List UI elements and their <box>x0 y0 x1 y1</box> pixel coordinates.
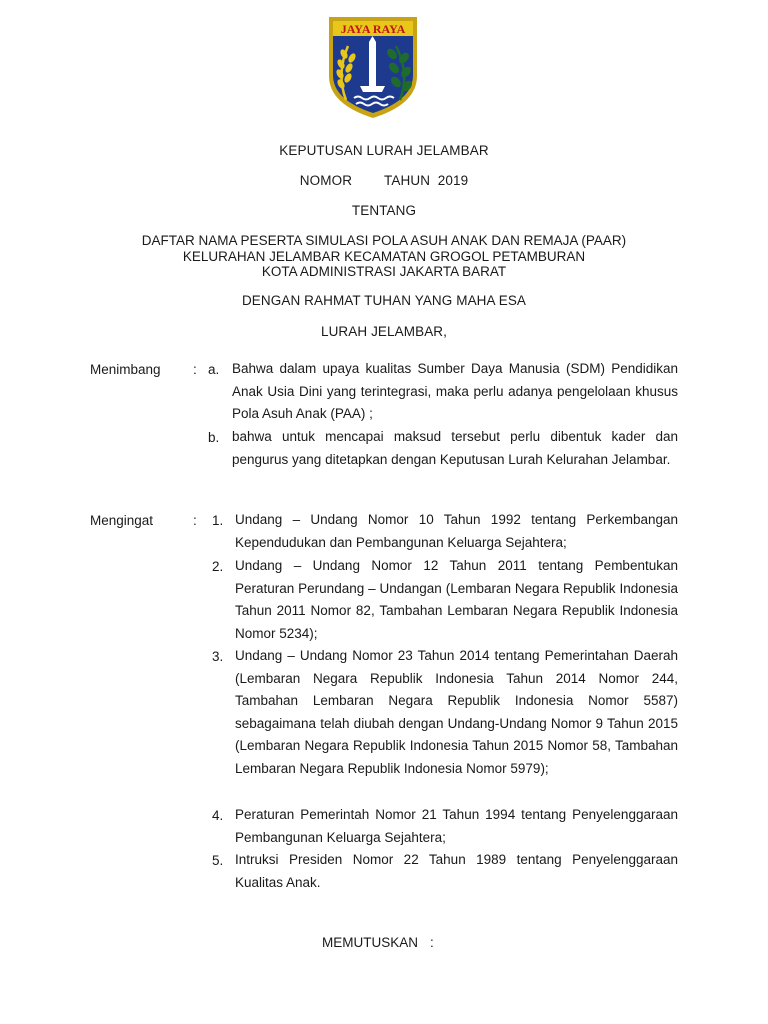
blessing-line: DENGAN RAHMAT TUHAN YANG MAHA ESA <box>241 293 527 308</box>
menimbang-item-marker: a. <box>208 362 220 377</box>
mengingat-item-marker: 4. <box>212 808 224 823</box>
mengingat-item-text: Undang – Undang Nomor 10 Tahun 1992 tentang Perkembangan Kependudukan dan Pembangunan Keluarga Sejahtera; <box>235 512 678 550</box>
jaya-raya-emblem <box>326 14 420 120</box>
tentang-heading: TENTANG <box>351 203 417 218</box>
menimbang-item-text: Bahwa dalam upaya kualitas Sumber Daya Manusia (SDM) Pendidikan Anak Usia Dini yang terintegrasi, maka perlu adanya pengelolaan khusus Pola Asuh Anak (PAA) ; <box>232 361 678 422</box>
mengingat-item-marker: 3. <box>212 649 224 664</box>
menimbang-colon: : <box>193 362 197 377</box>
nomor-label: NOMOR <box>299 173 353 188</box>
menimbang-label: Menimbang <box>90 362 161 377</box>
decree-title: KEPUTUSAN LURAH JELAMBAR <box>279 143 489 158</box>
memutuskan-colon: : <box>430 935 434 950</box>
emblem-banner-text: JAYA RAYA <box>340 22 406 36</box>
subject-line: KOTA ADMINISTRASI JAKARTA BARAT <box>261 264 507 279</box>
subject-line: KELURAHAN JELAMBAR KECAMATAN GROGOL PETAMBURAN <box>182 248 586 264</box>
mengingat-item-marker: 1. <box>212 513 224 528</box>
mengingat-item-marker: 2. <box>212 559 224 574</box>
mengingat-item-text: Peraturan Pemerintah Nomor 21 Tahun 1994 tentang Penyelenggaraan Pembangunan Keluarga Sejahtera; <box>235 807 678 845</box>
mengingat-item-marker: 5. <box>212 853 224 868</box>
memutuskan-heading <box>322 935 434 950</box>
decree-number-line <box>0 173 768 188</box>
menimbang-item-text: bahwa untuk mencapai maksud tersebut perlu dibentuk kader dan pengurus yang ditetapkan dengan Keputusan Lurah Kelurahan Jelambar. <box>232 429 678 467</box>
mengingat-item-text: Undang – Undang Nomor 12 Tahun 2011 tentang Pembentukan Peraturan Perundang – Undangan (Lembaran Negara Republik Indonesia Tahun 2011 Nomor 82, Tambahan Lembaran Negara Republik Indonesia Nomor 5234); <box>235 558 678 641</box>
menimbang-item-marker: b. <box>208 430 220 445</box>
decree-subject <box>0 233 768 280</box>
mengingat-item-text: Intruksi Presiden Nomor 22 Tahun 1989 tentang Penyelenggaraan Kualitas Anak. <box>235 852 678 890</box>
mengingat-colon: : <box>193 513 197 528</box>
memutuskan-label: MEMUTUSKAN <box>322 935 419 950</box>
official-title: LURAH JELAMBAR, <box>320 324 448 339</box>
subject-line: DAFTAR NAMA PESERTA SIMULASI POLA ASUH ANAK DAN REMAJA (PAAR) <box>141 233 627 248</box>
mengingat-item-text: Undang – Undang Nomor 23 Tahun 2014 tentang Pemerintahan Daerah (Lembaran Negara Republik Indonesia Tahun 2014 Nomor 244, Tambahan Lembaran Negara Republik Indonesia Nomor 5587) sebagaimana telah diubah dengan Undang-Undang Nomor 9 Tahun 2015 (Lembaran Negara Republik Indonesia Tahun 2015 Nomor 58, Tambahan Lembaran Negara Republik Indonesia Nomor 5979); <box>235 648 678 776</box>
mengingat-label: Mengingat <box>90 513 154 528</box>
tahun-label: TAHUN 2019 <box>384 173 469 188</box>
